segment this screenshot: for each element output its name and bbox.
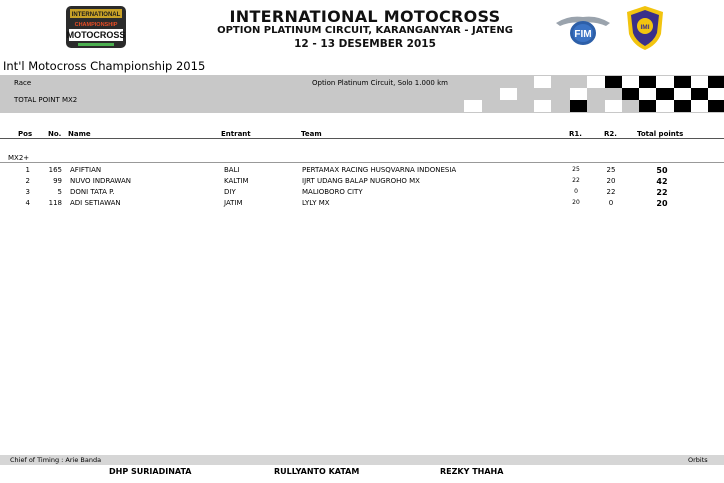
- cell-r1: 20: [572, 199, 580, 206]
- logo-text-motocross: MOTOCROSS: [66, 30, 126, 40]
- footer-band: [0, 455, 724, 465]
- cell-pos: 3: [25, 188, 30, 196]
- col-header-r1: R1.: [569, 130, 582, 138]
- logo-text-championship: CHAMPIONSHIP: [74, 22, 118, 28]
- info-band: [0, 75, 724, 113]
- cell-team: PERTAMAX RACING HUSQVARNA INDONESIA: [302, 166, 457, 174]
- orbits-label: Orbits: [688, 456, 708, 464]
- table-row: [0, 199, 724, 210]
- table-row: [0, 166, 724, 177]
- signatory-1: DHP SURIADINATA: [109, 467, 192, 476]
- logo-text-international: INTERNATIONAL: [71, 12, 121, 18]
- chief-of-timing: Chief of Timing : Arie Banda: [10, 456, 102, 464]
- col-header-name: Name: [68, 130, 91, 138]
- cell-r2: 0: [608, 199, 614, 207]
- fim-logo: [554, 9, 612, 49]
- imi-logo-text: IMI: [640, 24, 650, 31]
- session-title: TOTAL POINT MX2: [14, 96, 78, 104]
- col-header-team: Team: [301, 130, 322, 138]
- signatory-2: RULLYANTO KATAM: [274, 467, 360, 476]
- cell-r2: 20: [606, 177, 616, 185]
- cell-r2: 22: [606, 188, 616, 196]
- col-header-pos: Pos: [18, 130, 33, 138]
- cell-name: NUVO INDRAWAN: [70, 177, 132, 185]
- cell-entrant: BALI: [224, 166, 240, 174]
- cell-total: 22: [656, 188, 668, 197]
- cell-r1: 0: [574, 188, 578, 195]
- table-row: [0, 188, 724, 199]
- cell-entrant: KALTIM: [224, 177, 249, 185]
- event-title: INTERNATIONAL MOTOCROSS: [229, 7, 501, 26]
- col-header-no: No.: [48, 130, 62, 138]
- cell-team: MALIOBORO CITY: [302, 188, 363, 196]
- cell-pos: 1: [25, 166, 30, 174]
- event-dates: 12 - 13 DESEMBER 2015: [294, 38, 436, 50]
- cell-entrant: DIY: [224, 188, 236, 196]
- cell-no: 5: [57, 188, 62, 196]
- cell-total: 20: [656, 199, 668, 208]
- cell-pos: 4: [25, 199, 30, 207]
- race-label: Race: [14, 79, 32, 87]
- class-divider: [0, 162, 724, 163]
- championship-title: Int'l Motocross Championship 2015: [3, 59, 206, 73]
- cell-name: ADI SETIAWAN: [70, 199, 121, 207]
- cell-name: DONI TATA P.: [70, 188, 115, 196]
- cell-entrant: JATIM: [224, 199, 243, 207]
- col-header-total: Total points: [637, 130, 684, 138]
- header-divider: [0, 138, 724, 139]
- col-header-r2: R2.: [604, 130, 617, 138]
- cell-total: 42: [656, 177, 668, 186]
- cell-r1: 22: [572, 177, 580, 184]
- signatory-3: REZKY THAHA: [440, 467, 504, 476]
- cell-pos: 2: [25, 177, 30, 185]
- cell-no: 118: [48, 199, 62, 207]
- table-row: [0, 177, 724, 188]
- championship-logo: [64, 4, 128, 50]
- col-header-entrant: Entrant: [221, 130, 251, 138]
- cell-total: 50: [656, 166, 668, 175]
- cell-team: IJRT UDANG BALAP NUGROHO MX: [302, 177, 420, 185]
- cell-no: 99: [53, 177, 62, 185]
- fim-logo-text: FIM: [574, 29, 592, 40]
- cell-r2: 25: [606, 166, 616, 174]
- imi-logo: [624, 4, 666, 52]
- cell-r1: 25: [572, 166, 580, 173]
- class-label: MX2+: [8, 154, 30, 162]
- circuit-label: Option Platinum Circuit, Solo 1.000 km: [312, 79, 448, 87]
- cell-team: LYLY MX: [302, 199, 330, 207]
- cell-no: 165: [48, 166, 62, 174]
- event-venue: OPTION PLATINUM CIRCUIT, KARANGANYAR - JATENG: [217, 25, 513, 36]
- cell-name: AFIFTIAN: [70, 166, 102, 174]
